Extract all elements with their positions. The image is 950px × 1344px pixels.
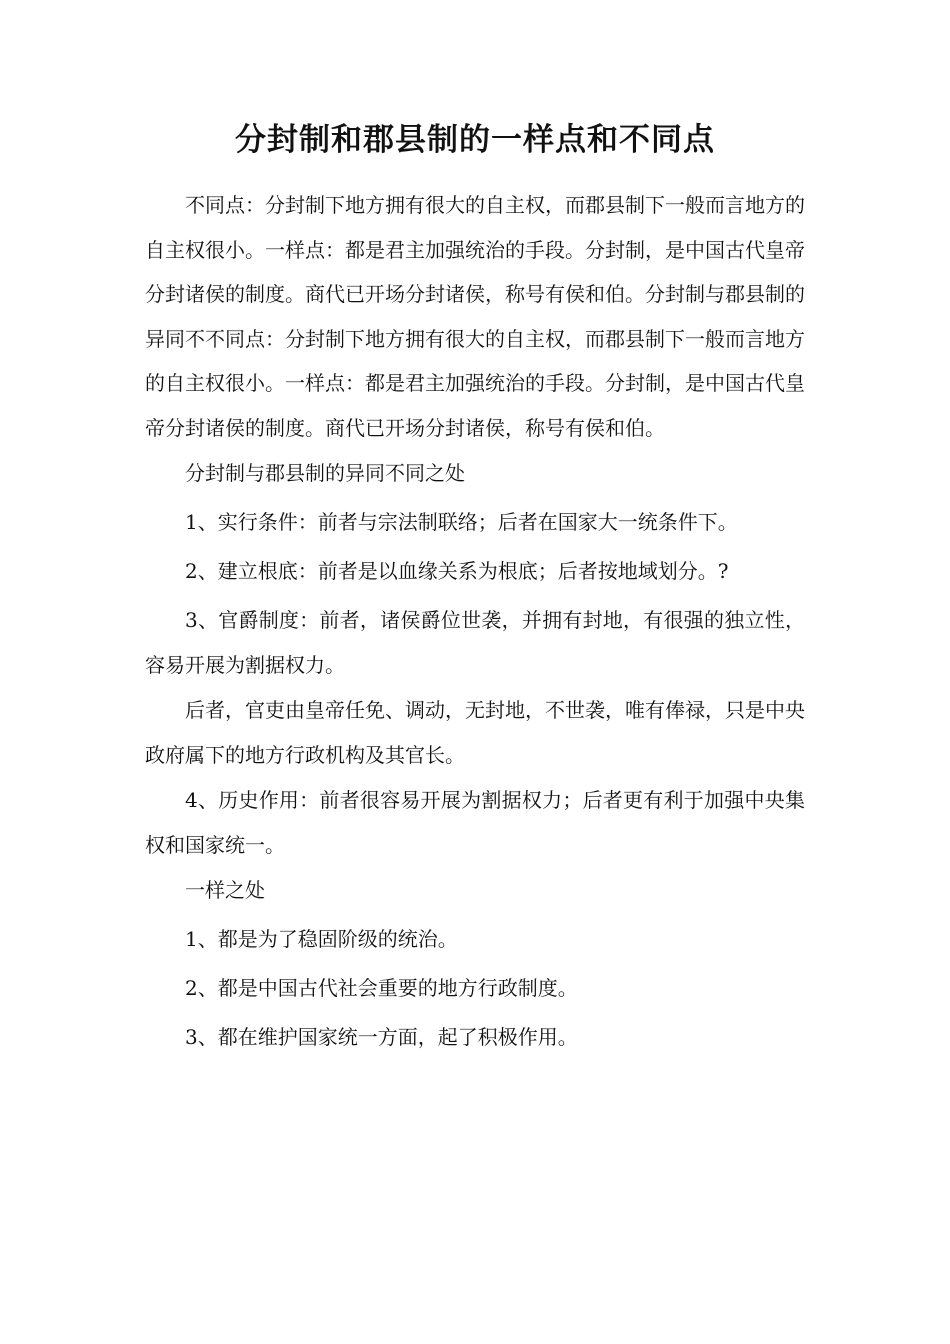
- paragraph-similarities-heading: 一样之处: [185, 878, 265, 902]
- document-body: [145, 183, 805, 1064]
- paragraph-point-2: 2、建立根底：前者是以血缘关系为根底；后者按地域划分。?: [185, 559, 729, 583]
- paragraph-differences-heading: 分封制与郡县制的异同不同之处: [185, 461, 465, 485]
- paragraph-similarity-2: 2、都是中国古代社会重要的地方行政制度。: [185, 976, 578, 1000]
- paragraph-similarity-3: 3、都在维护国家统一方面，起了积极作用。: [185, 1025, 578, 1049]
- paragraph-point-3: 3、官爵制度：前者，诸侯爵位世袭，并拥有封地，有很强的独立性，容易开展为割据权力。: [145, 608, 805, 677]
- paragraph-similarity-1: 1、都是为了稳固阶级的统治。: [185, 927, 458, 951]
- paragraph-point-3-latter: 后者，官吏由皇帝任免、调动，无封地，不世袭，唯有俸禄，只是中央政府属下的地方行政机构及其官长。: [145, 698, 805, 767]
- paragraph-point-1: 1、实行条件：前者与宗法制联络；后者在国家大一统条件下。: [185, 510, 738, 534]
- paragraph-point-4: 4、历史作用：前者很容易开展为割据权力；后者更有利于加强中央集权和国家统一。: [145, 788, 805, 857]
- document-title: 分封制和郡县制的一样点和不同点: [235, 122, 715, 158]
- paragraph-differences-summary: 不同点：分封制下地方拥有很大的自主权，而郡县制下一般而言地方的自主权很小。一样点：都是君主加强统治的手段。分封制，是中国古代皇帝分封诸侯的制度。商代已开场分封诸侯，称号有侯和伯。分封制与郡县制的异同不不同点：分封制下地方拥有很大的自主权，而郡县制下一般而言地方的自主权很小。一样点：都是君主加强统治的手段。分封制，是中国古代皇帝分封诸侯的制度。商代已开场分封诸侯，称号有侯和伯。: [145, 193, 805, 440]
